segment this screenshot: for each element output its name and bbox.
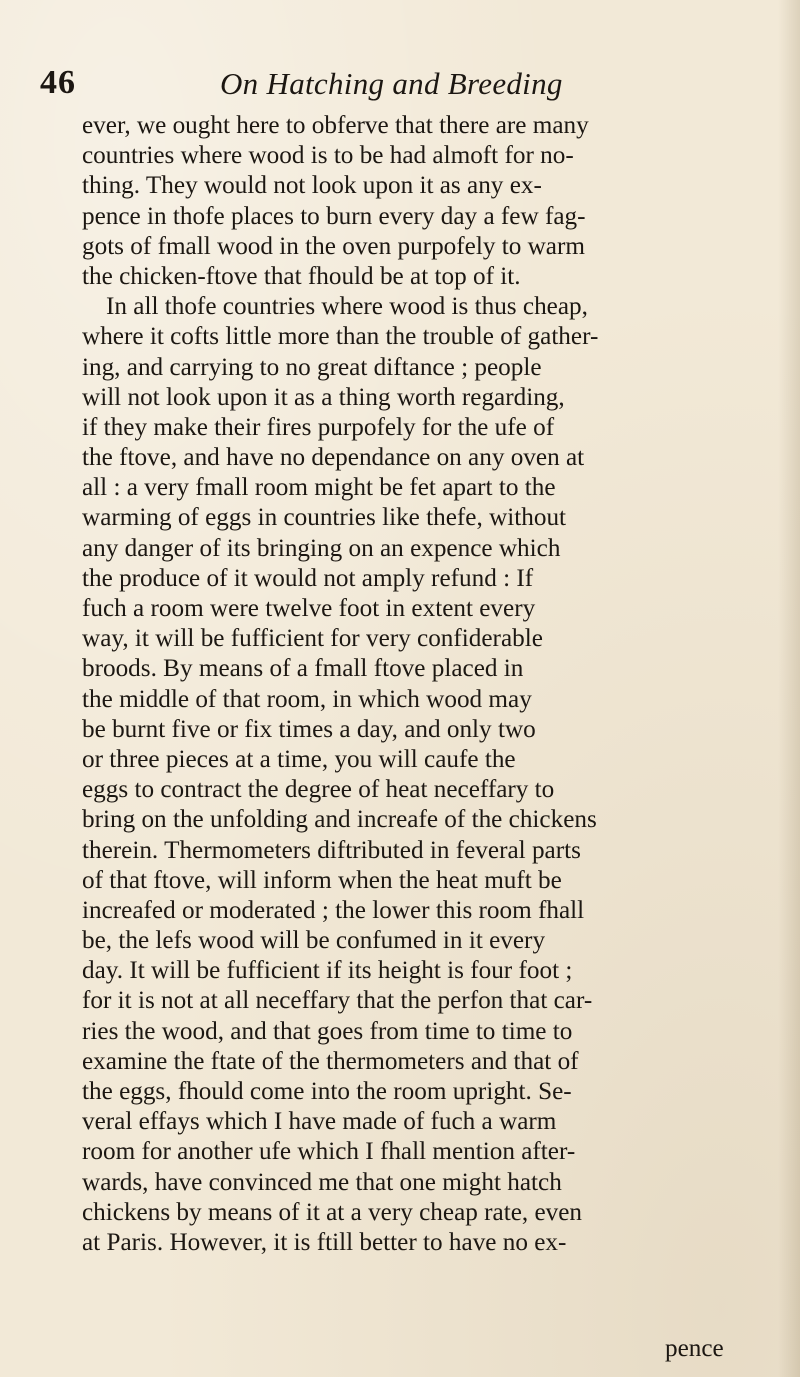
text-line: of that ftove, will inform when the heat muft be [82, 866, 562, 894]
catchword: pence [665, 1335, 724, 1362]
text-line: bring on the unfolding and increafe of the chickens [82, 806, 597, 834]
text-line: thing. They would not look upon it as any ex- [82, 172, 542, 200]
text-line: the eggs, fhould come into the room upright. Se- [82, 1078, 572, 1105]
text-line: where it cofts little more than the trouble of gather- [82, 323, 599, 351]
text-line: room for another ufe which I fhall mention after- [82, 1138, 576, 1166]
text-line: increafed or moderated ; the lower this room fhall [82, 896, 585, 924]
text-line: at Paris. However, it is ftill better to have no ex- [82, 1228, 567, 1256]
text-line: the produce of it would not amply refund : If [82, 564, 534, 592]
text-line: pence in thofe places to burn every day a few fag- [82, 202, 586, 230]
text-line: will not look upon it as a thing worth regarding, [82, 383, 565, 411]
text-line: be burnt five or fix times a day, and only two [82, 715, 536, 743]
text-line: examine the ftate of the thermometers and that of [82, 1047, 579, 1075]
running-title: On Hatching and Breeding [220, 66, 563, 101]
text-line: gots of fmall wood in the oven purpofely to warm [82, 232, 585, 260]
text-line: the chicken-ftove that fhould be at top of it. [82, 262, 521, 290]
text-line: if they make their fires purpofely for the ufe of [82, 413, 555, 441]
text-line: eggs to contract the degree of heat neceffary to [82, 776, 555, 804]
text-line: day. It will be fufficient if its height is four foot ; [82, 957, 573, 985]
text-line: the middle of that room, in which wood may [82, 685, 532, 713]
text-line: ries the wood, and that goes from time to time to [82, 1017, 573, 1045]
text-line: In all thofe countries where wood is thus cheap, [106, 293, 588, 321]
text-line: be, the lefs wood will be confumed in it every [82, 927, 546, 955]
text-line: the ftove, and have no dependance on any oven at [82, 444, 585, 472]
text-line: way, it will be fufficient for very confiderable [82, 625, 543, 653]
page-number: 46 [40, 64, 76, 101]
text-line: or three pieces at a time, you will caufe the [82, 745, 516, 773]
text-line: countries where wood is to be had almoft for no- [82, 142, 574, 170]
text-line: warming of eggs in countries like thefe, without [82, 504, 567, 532]
text-line: fuch a room were twelve foot in extent every [82, 595, 536, 622]
text-line: all : a very fmall room might be fet apart to the [82, 474, 556, 502]
page-header [40, 64, 760, 114]
text-line: veral effays which I have made of fuch a warm [82, 1108, 557, 1136]
text-line: for it is not at all neceffary that the perfon that car- [82, 987, 593, 1015]
text-line: ing, and carrying to no great diftance ; people [82, 353, 542, 381]
text-line: wards, have convinced me that one might hatch [82, 1168, 562, 1196]
text-line: chickens by means of it at a very cheap rate, even [82, 1198, 583, 1226]
text-line: any danger of its bringing on an expence which [82, 534, 561, 562]
body-text [82, 111, 792, 1258]
text-line: therein. Thermometers diftributed in feveral parts [82, 836, 581, 864]
text-line: ever, we ought here to obferve that there are many [82, 112, 589, 139]
text-line: broods. By means of a fmall ftove placed in [82, 655, 524, 683]
